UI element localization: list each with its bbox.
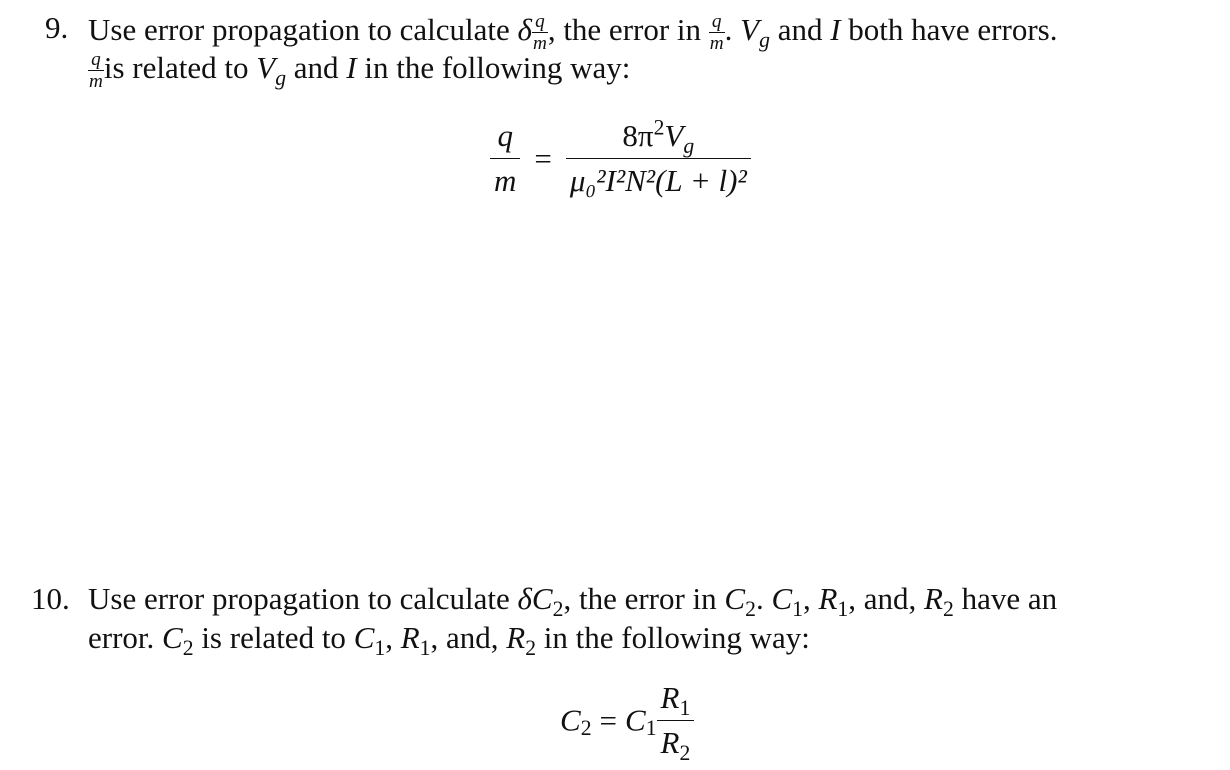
text: and bbox=[777, 11, 823, 47]
fraction-numerator: q bbox=[709, 12, 725, 33]
variable-c: C bbox=[353, 620, 375, 655]
variable-v: V bbox=[740, 11, 760, 47]
subscript: 1 bbox=[419, 636, 431, 661]
subscript: 1 bbox=[645, 715, 657, 740]
equation-fraction bbox=[657, 680, 695, 766]
text: . bbox=[724, 11, 733, 47]
subscript: 2 bbox=[552, 597, 564, 622]
equals-sign: = bbox=[599, 702, 618, 738]
problem-text-line bbox=[88, 12, 1057, 53]
text: , bbox=[802, 581, 811, 616]
problem-number: 10. bbox=[31, 581, 70, 616]
fraction-denominator: m bbox=[532, 33, 547, 55]
text: is related to bbox=[201, 620, 346, 655]
fraction-denominator bbox=[657, 721, 695, 766]
variable-r: R bbox=[818, 581, 838, 616]
variable-r: R bbox=[924, 581, 943, 616]
subscript: g bbox=[683, 134, 695, 159]
text: Use error propagation to calculate bbox=[88, 11, 510, 47]
delta-c: δC bbox=[517, 581, 553, 616]
subscript: 1 bbox=[837, 597, 849, 622]
subscript: 2 bbox=[580, 715, 592, 740]
variable-c: C bbox=[162, 620, 183, 655]
subscript: 1 bbox=[374, 636, 386, 661]
delta-symbol: δ bbox=[517, 11, 532, 47]
variable-c: C bbox=[560, 702, 581, 738]
equation-c2 bbox=[560, 680, 694, 766]
text: Use error propagation to calculate bbox=[88, 581, 510, 616]
variable-r: R bbox=[506, 620, 526, 655]
variable-i: I bbox=[830, 11, 841, 47]
fraction-q-over-m bbox=[709, 12, 725, 53]
variable-v: V bbox=[664, 118, 684, 153]
equation-q-over-m bbox=[490, 115, 751, 199]
text: , and, bbox=[848, 581, 917, 616]
fraction-numerator: q bbox=[490, 118, 520, 159]
fraction-q-over-m bbox=[532, 12, 548, 53]
text: error. bbox=[88, 620, 155, 655]
fraction-numerator: q bbox=[88, 50, 104, 71]
text: . bbox=[755, 581, 764, 616]
subscript: 2 bbox=[942, 597, 954, 622]
subscript: 2 bbox=[182, 636, 194, 661]
subscript: 2 bbox=[525, 636, 537, 661]
problem-text-line bbox=[88, 50, 630, 91]
text: , and, bbox=[430, 620, 499, 655]
variable-c: C bbox=[771, 581, 793, 616]
variable-r: R bbox=[660, 725, 680, 760]
equation-lhs-fraction bbox=[490, 118, 520, 199]
text: , the error in bbox=[547, 11, 702, 47]
text: in the following way: bbox=[364, 49, 631, 85]
superscript: 2 bbox=[653, 115, 665, 140]
text: have an bbox=[961, 581, 1058, 616]
fraction-numerator bbox=[657, 680, 695, 721]
equals-sign: = bbox=[534, 140, 552, 176]
subscript: g bbox=[275, 66, 287, 91]
variable-v: V bbox=[256, 49, 276, 85]
variable-r: R bbox=[400, 620, 420, 655]
text: and bbox=[293, 49, 339, 85]
variable-i: I bbox=[346, 49, 357, 85]
numerator-coefficient: 8π bbox=[622, 118, 654, 153]
subscript: 1 bbox=[792, 597, 803, 622]
variable-c: C bbox=[625, 702, 646, 738]
subscript: 2 bbox=[745, 597, 756, 622]
equation-rhs-fraction bbox=[566, 115, 751, 199]
problem-text-line bbox=[88, 581, 1058, 622]
problem-text-line bbox=[88, 620, 810, 661]
fraction-numerator: q bbox=[532, 12, 548, 33]
subscript: 2 bbox=[679, 741, 691, 766]
variable-r: R bbox=[660, 680, 680, 715]
subscript: 1 bbox=[679, 696, 691, 721]
fraction-numerator bbox=[566, 115, 751, 159]
fraction-denominator: m bbox=[89, 71, 103, 93]
text: is related to bbox=[103, 49, 249, 85]
fraction-denominator: m bbox=[709, 33, 724, 55]
text: in the following way: bbox=[543, 620, 810, 655]
text: , bbox=[385, 620, 393, 655]
text: , the error in bbox=[563, 581, 717, 616]
fraction-denominator: m bbox=[494, 163, 517, 198]
subscript: g bbox=[759, 28, 770, 53]
fraction-q-over-m bbox=[88, 50, 104, 91]
problem-number: 9. bbox=[45, 10, 69, 45]
fraction-denominator: μ₀²I²N²(L + l)² bbox=[569, 163, 747, 198]
variable-c: C bbox=[724, 581, 746, 616]
text: both have errors. bbox=[848, 11, 1058, 47]
